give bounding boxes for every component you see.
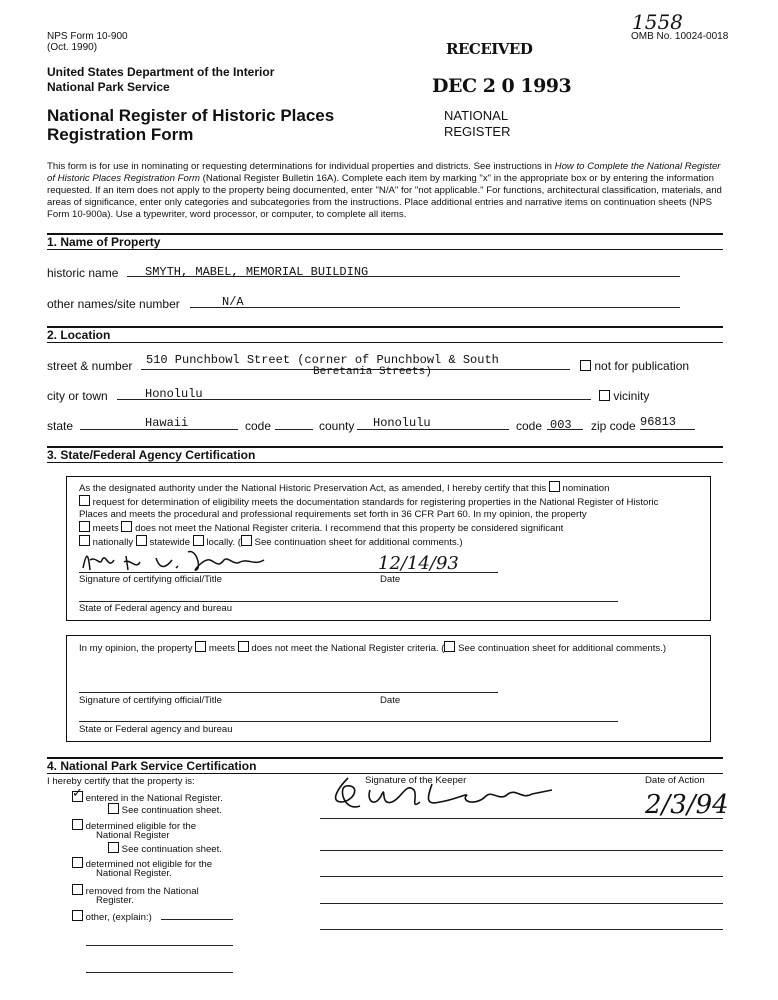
opinion-text: In my opinion, the property meets does not meet the National Register criteria. ( See continuation sheet for additional comments.) [79, 643, 667, 654]
option-removed: removed from the National [72, 884, 199, 898]
signature-line-1 [79, 572, 498, 573]
agency-label-2: State or Federal agency and bureau [79, 724, 233, 735]
not-for-publication: not for publication [580, 359, 689, 373]
not-for-publication-checkbox[interactable] [580, 360, 591, 371]
county-label: county [319, 419, 355, 433]
form-date: (Oct. 1990) [47, 42, 98, 53]
section-2-heading: 2. Location [47, 326, 723, 343]
omb-number: OMB No. 10024-0018 [631, 31, 729, 42]
date-of-action-label: Date of Action [645, 775, 705, 786]
other-names-line [190, 307, 680, 308]
keeper-line-3 [320, 876, 723, 877]
historic-name-value: SMYTH, MABEL, MEMORIAL BUILDING [145, 265, 369, 279]
street-label: street & number [47, 359, 133, 373]
stamp-date: DEC 2 0 1993 [432, 75, 572, 97]
state-code-label: code [245, 419, 272, 433]
keeper-signature [320, 772, 580, 822]
other-names-label: other names/site number [47, 297, 180, 311]
entered-checkbox[interactable]: ✓ [72, 785, 83, 800]
not-eligible-checkbox[interactable] [72, 857, 83, 868]
section-1-heading: 1. Name of Property [47, 233, 723, 250]
stamp-register: REGISTER [444, 124, 511, 139]
option-eligible: determined eligible for the [72, 819, 196, 833]
nomination-checkbox[interactable] [549, 481, 560, 492]
op-meets-checkbox[interactable] [195, 641, 206, 652]
see-continuation-1-checkbox[interactable] [108, 803, 119, 814]
signature-line-2 [79, 692, 498, 693]
city-label: city or town [47, 389, 108, 403]
option-eligible-line2: National Register [96, 830, 170, 841]
page-title: National Register of Historic Places [47, 106, 335, 125]
city-value: Honolulu [145, 387, 203, 401]
request-checkbox[interactable] [79, 495, 90, 506]
option-see-continuation-1: See continuation sheet. [108, 803, 222, 817]
option-see-continuation-2: See continuation sheet. [108, 842, 222, 856]
zip-line [640, 429, 695, 430]
agency-line-2 [79, 721, 618, 722]
county-value: Honolulu [373, 416, 431, 430]
agency-line-1 [79, 601, 618, 602]
op-continuation-checkbox[interactable] [444, 641, 455, 652]
street-value-1: 510 Punchbowl Street (corner of Punchbowl & South [146, 353, 499, 367]
does-not-meet-checkbox[interactable] [121, 521, 132, 532]
state-label: state [47, 419, 74, 433]
eligible-checkbox[interactable] [72, 819, 83, 830]
agency-label-1: State of Federal agency and bureau [79, 603, 233, 614]
section-3-heading: 3. State/Federal Agency Certification [47, 446, 723, 463]
see-continuation-2-checkbox[interactable] [108, 842, 119, 853]
department: United States Department of the Interior [47, 65, 275, 79]
continuation-checkbox[interactable] [241, 535, 252, 546]
keeper-label: Signature of the Keeper [365, 775, 467, 786]
handwritten-number: 1558 [632, 10, 683, 34]
removed-checkbox[interactable] [72, 884, 83, 895]
date-label-2: Date [380, 695, 401, 706]
date-label-1: Date [380, 574, 401, 585]
county-code-label: code [516, 419, 543, 433]
meets-checkbox[interactable] [79, 521, 90, 532]
option-not-eligible-line2: National Register. [96, 868, 172, 879]
keeper-line-5 [320, 929, 723, 930]
vicinity: vicinity [599, 389, 649, 403]
vicinity-checkbox[interactable] [599, 390, 610, 401]
instructions-paragraph: This form is for use in nominating or requesting determinations for individual properties and districts. See instructions in How to Complete the National Register of Historic Places Registration Form (National Register Bulletin 16A). Complete each item by marking "x" in the appropriate box or by entering the information requested. If an item does not apply to the property being documented, enter "N/A" for "not applicable." For functions, architectural classification, materials, and areas of significance, enter only categories and subcategories from the instructions. Place additional entries and narrative items on continuation sheets (NPS Form 10-900a). Use a typewriter, word processor, or computer, to complete all items. [47, 161, 722, 220]
option-removed-line2: Register. [96, 895, 134, 906]
certify-text: I hereby certify that the property is: [47, 776, 195, 787]
locally-checkbox[interactable] [193, 535, 204, 546]
keeper-line-1 [320, 818, 723, 819]
zip-label: zip code [591, 419, 636, 433]
nationally-checkbox[interactable] [79, 535, 90, 546]
form-number: NPS Form 10-900 [47, 31, 128, 42]
certifying-official-signature [78, 546, 288, 574]
op-not-meet-checkbox[interactable] [238, 641, 249, 652]
explain-line-1 [86, 945, 233, 946]
stamp-national: NATIONAL [444, 108, 509, 123]
keeper-line-4 [320, 903, 723, 904]
other-names-value: N/A [222, 295, 244, 309]
option-entered: ✓ entered in the National Register. [72, 785, 223, 804]
service: National Park Service [47, 80, 170, 94]
section-4-heading: 4. National Park Service Certification [47, 757, 723, 774]
other-checkbox[interactable] [72, 910, 83, 921]
county-code-value: 003 [550, 418, 572, 432]
zip-value: 96813 [640, 415, 677, 429]
state-code-line [275, 429, 313, 430]
other-line [161, 919, 233, 920]
street-value-2: Beretania Streets) [313, 366, 432, 378]
option-other: other, (explain:) [72, 910, 152, 924]
stamp-received: RECEIVED [446, 40, 533, 58]
action-date-handwritten: 2/3/94 [645, 790, 729, 820]
statewide-checkbox[interactable] [136, 535, 147, 546]
state-value: Hawaii [145, 416, 189, 430]
signature-label-2: Signature of certifying official/Title [79, 695, 222, 706]
signature-label-1: Signature of certifying official/Title [79, 574, 222, 585]
explain-line-2 [86, 972, 233, 973]
historic-name-label: historic name [47, 266, 119, 280]
certification-text: As the designated authority under the National Historic Preservation Act, as amended, I hereby certify that this nomination request for determination of eligibility meets the documentation standards for registering properties in the National Register of Historic Places and meets the procedural and professional requirements set forth in 36 CFR Part 60. In my opinion, the property meets does not meet the National Register criteria. I recommend that this property be considered significant nationally statewide locally. ( See continuation sheet for additional comments.) [79, 483, 659, 548]
option-not-eligible: determined not eligible for the [72, 857, 212, 871]
page-subtitle: Registration Form [47, 125, 194, 144]
certification-date-handwritten: 12/14/93 [378, 553, 459, 574]
keeper-line-2 [320, 850, 723, 851]
